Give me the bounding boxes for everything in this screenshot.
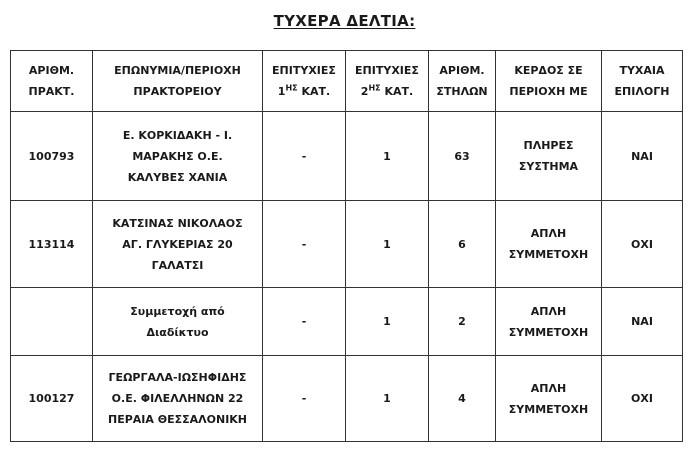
header-suffix: ΚΑΤ.: [297, 85, 331, 98]
cell-first-category: -: [263, 201, 346, 288]
agency-line: Ο.Ε. ΦΙΛΕΛΛΗΝΩΝ 22: [111, 392, 244, 405]
header-random-pick: [602, 51, 683, 112]
header-line: ΠΡΑΚΤ.: [28, 85, 75, 98]
page-title-text: ΤΥΧΕΡΑ ΔΕΛΤΙΑ:: [273, 12, 416, 30]
agency-line: Ε. ΚΟΡΚΙΔΑΚΗ - Ι.: [122, 128, 233, 142]
winning-tickets-table: [10, 50, 683, 442]
cell-columns: 2: [429, 288, 496, 356]
agency-line: ΑΓ. ΓΛΥΚΕΡΙΑΣ 20: [122, 237, 233, 251]
header-superscript: ΗΣ: [285, 83, 298, 93]
header-line: ΠΕΡΙΟΧΗ ΜΕ: [509, 85, 588, 98]
cell-second-category: 1: [346, 288, 429, 356]
cell-random-pick: ΟΧΙ: [602, 201, 683, 288]
cell-agency-name: [93, 288, 263, 356]
cell-agency-name: [93, 112, 263, 201]
header-first-category: [263, 51, 346, 112]
table-row: [11, 288, 683, 356]
cell-win-type: [496, 356, 602, 442]
agency-line: ΠΕΡΑΙΑ ΘΕΣΣΑΛΟΝΙΚΗ: [107, 413, 248, 426]
cell-win-type: [496, 201, 602, 288]
win-line: ΣΥΜΜΕΤΟΧΗ: [508, 248, 589, 261]
cell-random-pick: ΝΑΙ: [602, 112, 683, 201]
agency-line: Συμμετοχή από: [130, 304, 225, 318]
header-line: ΕΠΩΝΥΜΙΑ/ΠΕΡΙΟΧΗ: [114, 64, 241, 77]
win-line: ΠΛΗΡΕΣ: [523, 139, 574, 152]
header-agency-no: [11, 51, 93, 112]
win-line: ΣΥΜΜΕΤΟΧΗ: [508, 402, 589, 416]
agency-line: Διαδίκτυο: [146, 325, 209, 339]
table-row: [11, 201, 683, 288]
header-win-type: [496, 51, 602, 112]
cell-agency-no: [11, 288, 93, 356]
cell-first-category: -: [263, 356, 346, 442]
cell-agency-no: 113114: [11, 201, 93, 288]
header-line: ΤΥΧΑΙΑ: [619, 64, 665, 77]
header-line: [265, 81, 343, 102]
cell-agency-name: [93, 356, 263, 442]
agency-line: ΜΑΡΑΚΗΣ Ο.Ε.: [132, 149, 223, 163]
page-title: [0, 12, 689, 30]
cell-columns: 63: [429, 112, 496, 201]
cell-second-category: 1: [346, 356, 429, 442]
header-line: ΕΠΙΤΥΧΙΕΣ: [272, 64, 336, 77]
cell-columns: 4: [429, 356, 496, 442]
win-line: ΣΥΜΜΕΤΟΧΗ: [508, 325, 589, 339]
header-line: ΕΠΙΛΟΓΗ: [614, 85, 670, 98]
header-agency-name: [93, 51, 263, 112]
header-columns: [429, 51, 496, 112]
cell-agency-no: 100793: [11, 112, 93, 201]
win-line: ΣΥΣΤΗΜΑ: [518, 160, 579, 173]
agency-line: ΚΑΛΥΒΕΣ ΧΑΝΙΑ: [127, 170, 228, 184]
header-line: ΑΡΙΘΜ.: [439, 64, 485, 77]
cell-columns: 6: [429, 201, 496, 288]
header-line: ΚΕΡΔΟΣ ΣΕ: [514, 64, 583, 77]
agency-line: ΓΕΩΡΓΑΛΑ-ΙΩΣΗΦΙΔΗΣ: [108, 371, 247, 384]
cell-random-pick: ΝΑΙ: [602, 288, 683, 356]
win-line: ΑΠΛΗ: [530, 381, 567, 395]
header-line: ΠΡΑΚΤΟΡΕΙΟΥ: [133, 85, 222, 98]
cell-first-category: -: [263, 112, 346, 201]
header-line: ΣΤΗΛΩΝ: [436, 85, 488, 98]
cell-first-category: -: [263, 288, 346, 356]
header-line: ΑΡΙΘΜ.: [28, 64, 75, 77]
table-row: [11, 112, 683, 201]
cell-win-type: [496, 112, 602, 201]
header-number: 1: [277, 85, 286, 98]
header-number: 2: [360, 85, 369, 98]
header-second-category: [346, 51, 429, 112]
cell-second-category: 1: [346, 201, 429, 288]
agency-line: ΚΑΤΣΙΝΑΣ ΝΙΚΟΛΑΟΣ: [112, 216, 243, 230]
header-superscript: ΗΣ: [368, 83, 381, 93]
win-line: ΑΠΛΗ: [530, 304, 567, 318]
cell-second-category: 1: [346, 112, 429, 201]
table-header-row: [11, 51, 683, 112]
header-line: ΕΠΙΤΥΧΙΕΣ: [355, 64, 419, 77]
cell-win-type: [496, 288, 602, 356]
cell-agency-name: [93, 201, 263, 288]
cell-random-pick: ΟΧΙ: [602, 356, 683, 442]
agency-line: ΓΑΛΑΤΣΙ: [151, 258, 204, 272]
header-line: [348, 81, 426, 102]
header-suffix: ΚΑΤ.: [380, 85, 414, 98]
table-row: [11, 356, 683, 442]
cell-agency-no: 100127: [11, 356, 93, 442]
win-line: ΑΠΛΗ: [530, 227, 567, 240]
